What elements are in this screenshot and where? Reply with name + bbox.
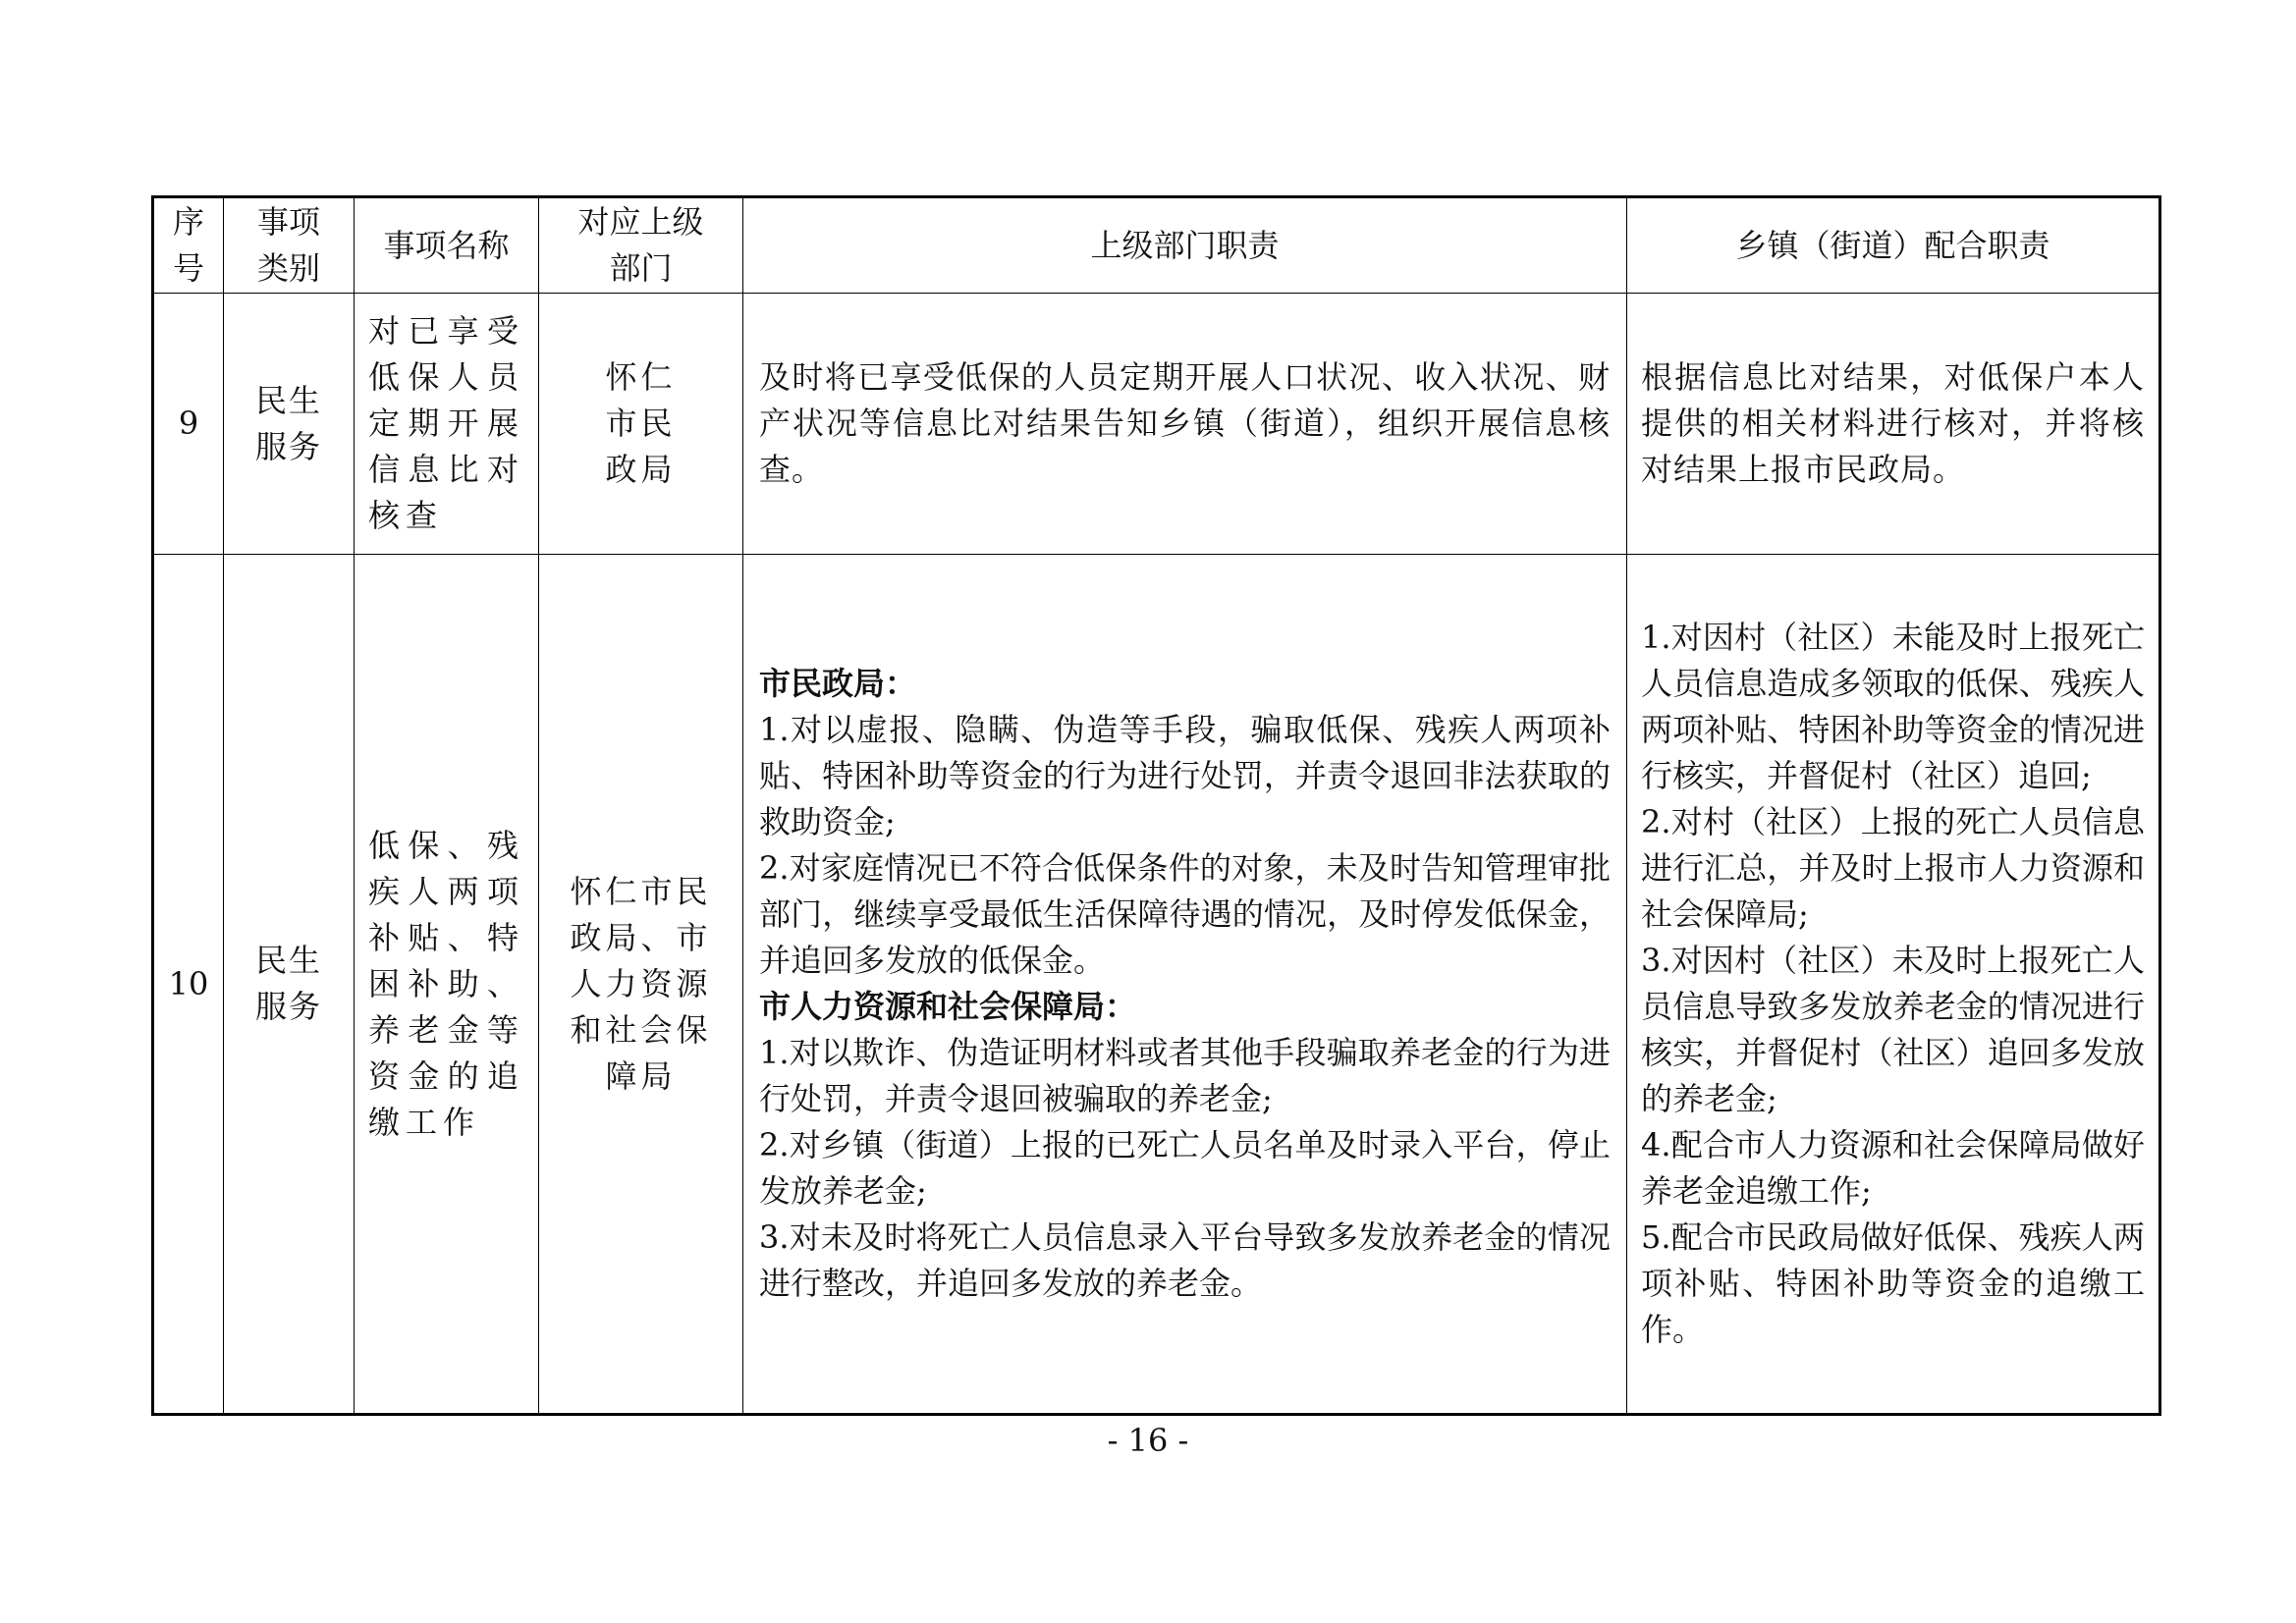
page-number: - 16 - — [1107, 1422, 1189, 1459]
row-item-name: 低保、残疾人两项补贴、特困补助、养老金等资金的追缴工作 — [355, 555, 539, 1415]
town-duty-item: 5.配合市民政局做好低保、残疾人两项补贴、特困补助等资金的追缴工作。 — [1641, 1218, 2145, 1348]
duty-item: 2.对乡镇（街道）上报的已死亡人员名单及时录入平台，停止发放养老金; — [759, 1126, 1611, 1210]
row-item-name: 对已享受低保人员定期开展信息比对核查 — [355, 294, 539, 555]
row-superior-duty: 及时将已享受低保的人员定期开展人口状况、收入状况、财产状况等信息比对结果告知乡镇（街道），组织开展信息核查。 — [743, 294, 1627, 555]
town-duty-item: 4.配合市人力资源和社会保障局做好养老金追缴工作; — [1641, 1126, 2145, 1210]
section-title-hr-social-security: 市人力资源和社会保障局： — [759, 988, 1137, 1025]
table-row — [153, 555, 2160, 1415]
duty-item: 2.对家庭情况已不符合低保条件的对象，未及时告知管理审批部门，继续享受最低生活保障待遇的情况，及时停发低保金，并追回多发放的低保金。 — [759, 849, 1611, 979]
table-row — [153, 294, 2160, 555]
header-superior-duty: 上级部门职责 — [743, 197, 1627, 294]
header-seq: 序号 — [153, 197, 224, 294]
responsibility-table — [151, 195, 2161, 1416]
header-name: 事项名称 — [355, 197, 539, 294]
town-duty-item: 2.对村（社区）上报的死亡人员信息进行汇总，并及时上报市人力资源和社会保障局; — [1641, 803, 2145, 933]
row-dept: 怀仁市民政局 — [539, 294, 743, 555]
duty-item: 1.对以欺诈、伪造证明材料或者其他手段骗取养老金的行为进行处罚，并责令退回被骗取的养老金; — [759, 1034, 1611, 1117]
table-header-row — [153, 197, 2160, 294]
header-dept: 对应上级部门 — [539, 197, 743, 294]
row-category: 民生服务 — [224, 294, 355, 555]
row-seq: 10 — [153, 555, 224, 1415]
town-duty-item: 1.对因村（社区）未能及时上报死亡人员信息造成多领取的低保、残疾人两项补贴、特困补助等资金的情况进行核实，并督促村（社区）追回; — [1641, 619, 2145, 794]
header-town-duty: 乡镇（街道）配合职责 — [1627, 197, 2160, 294]
duty-item: 1.对以虚报、隐瞒、伪造等手段，骗取低保、残疾人两项补贴、特困补助等资金的行为进行处罚，并责令退回非法获取的救助资金; — [759, 711, 1611, 840]
header-category: 事项类别 — [224, 197, 355, 294]
row-superior-duty — [743, 555, 1627, 1415]
row-town-duty — [1627, 555, 2160, 1415]
duty-item: 3.对未及时将死亡人员信息录入平台导致多发放养老金的情况进行整改，并追回多发放的养老金。 — [759, 1218, 1611, 1302]
town-duty-item: 3.对因村（社区）未及时上报死亡人员信息导致多发放养老金的情况进行核实，并督促村（社区）追回多发放的养老金; — [1641, 942, 2145, 1117]
row-dept: 怀仁市民政局、市人力资源和社会保障局 — [539, 555, 743, 1415]
row-town-duty: 根据信息比对结果，对低保户本人提供的相关材料进行核对，并将核对结果上报市民政局。 — [1627, 294, 2160, 555]
row-seq: 9 — [153, 294, 224, 555]
section-title-civil-affairs: 市民政局： — [759, 665, 917, 702]
row-category: 民生服务 — [224, 555, 355, 1415]
